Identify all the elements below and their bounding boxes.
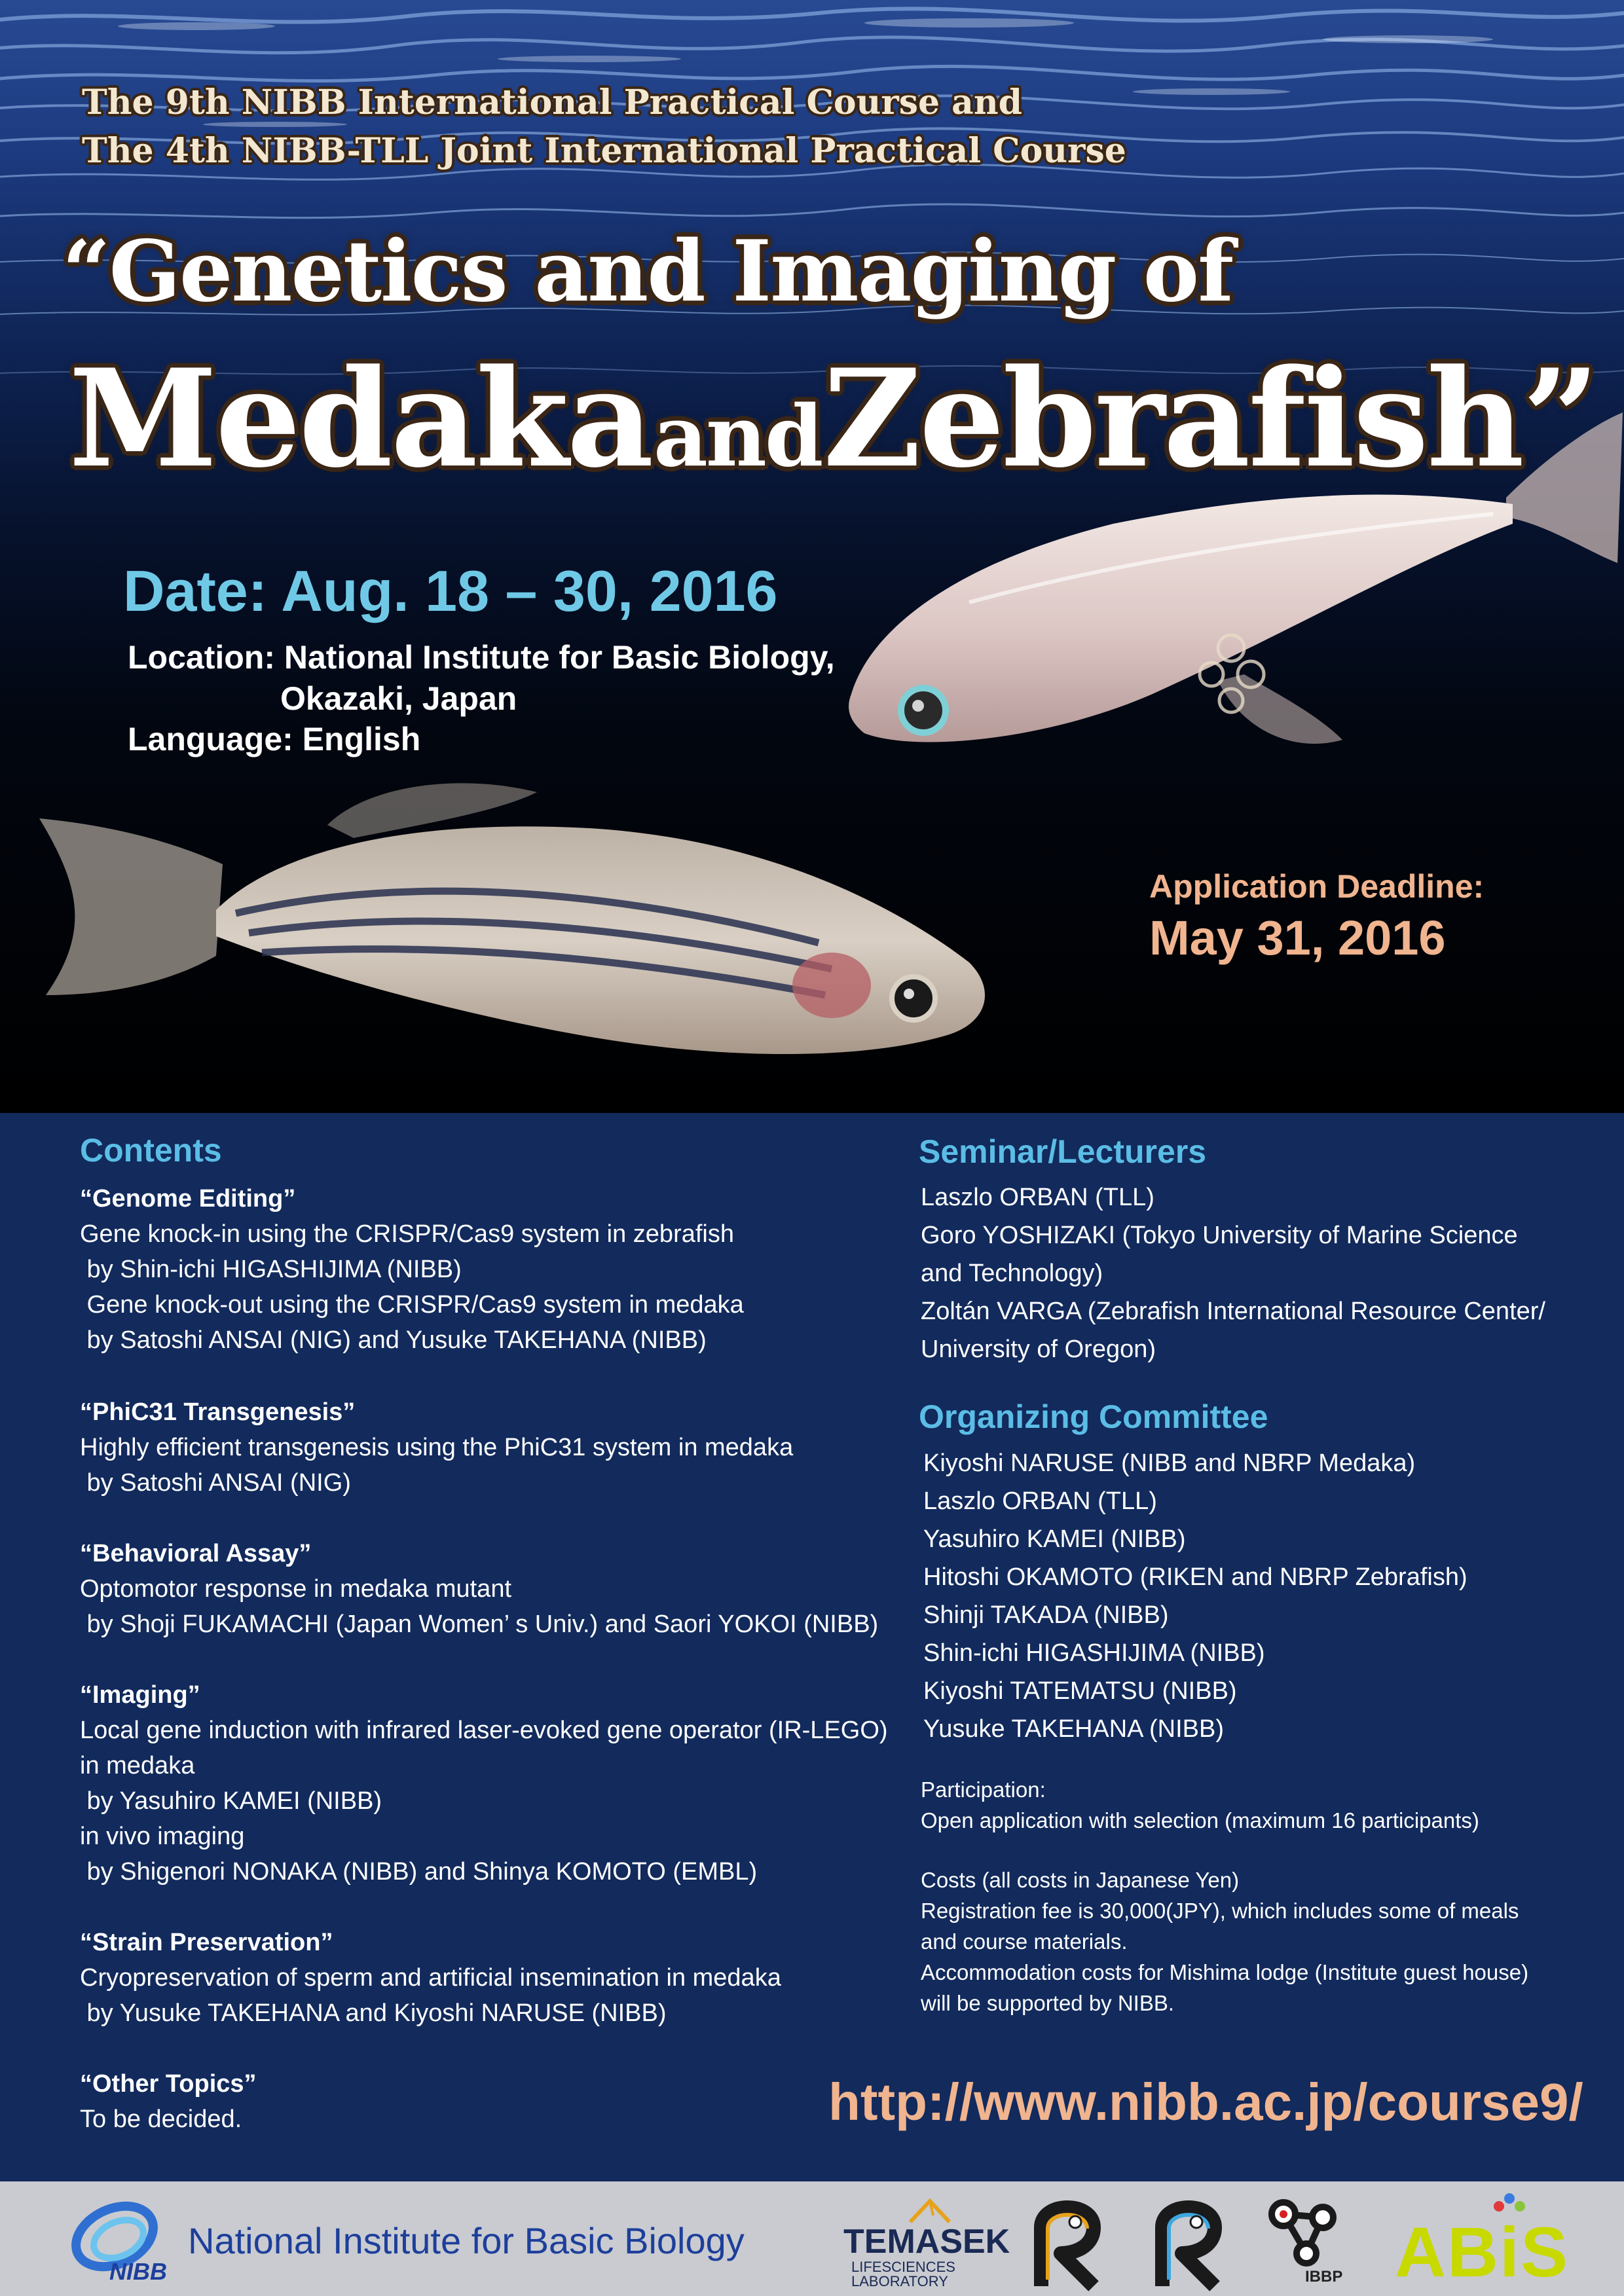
lecturers-list [921,1178,1545,1368]
sponsor-footer [0,2181,1624,2296]
nbrp-medaka-logo-icon [1022,2188,1113,2293]
lecturer-line: Laszlo ORBAN (TLL) [921,1184,1154,1211]
topic-line: Gene knock-out using the CRISPR/Cas9 system in medaka [80,1291,744,1319]
hero-banner [0,0,1624,1113]
committee-member: Hitoshi OKAMOTO (RIKEN and NBRP Zebrafish) [923,1563,1467,1591]
deadline-date: May 31, 2016 [1149,911,1446,965]
committee-member: Yasuhiro KAMEI (NIBB) [923,1525,1186,1553]
topic-line: Highly efficient transgenesis using the PhiC31 system in medaka [80,1434,794,1461]
costs-block [921,1865,1528,2018]
course-title-line-1: The 9th NIBB International Practical Course and [82,82,1023,122]
topic-phic31-transgenesis [80,1394,793,1501]
main-title-line-1: “Genetics and Imaging of [62,223,1233,321]
topic-line: Local gene induction with infrared laser-evoked gene operator (IR-LEGO) [80,1717,888,1744]
topic-strain-preservation [80,1925,781,2031]
lecturer-line: Zoltán VARGA (Zebrafish International Resource Center/ [921,1298,1545,1325]
topic-line: Cryopreservation of sperm and artificial insemination in medaka [80,1964,781,1992]
costs-line: Accommodation costs for Mishima lodge (Institute guest house) [921,1960,1529,1984]
topic-behavioral-assay [80,1536,878,1642]
topic-title: “Other Topics” [80,2070,257,2098]
abis-logo: ABiS [1395,2212,1570,2291]
nibb-logo-icon [62,2196,180,2287]
lecturer-line: and Technology) [921,1260,1103,1287]
contents-heading: Contents [80,1132,222,1169]
lecturer-line: University of Oregon) [921,1336,1156,1363]
temasek-logo-subtitle: LIFESCIENCES [851,2259,955,2275]
nibb-logo-text: NIBB [109,2258,167,2285]
institute-name: National Institute for Basic Biology [188,2220,745,2261]
topic-genome-editing [80,1181,744,1358]
topic-line: To be decided. [80,2105,242,2133]
committee-heading: Organizing Committee [919,1398,1268,1435]
main-title-line-2 [69,340,1598,498]
topic-imaging [80,1677,888,1889]
committee-member: Kiyoshi NARUSE (NIBB and NBRP Medaka) [923,1449,1416,1477]
committee-member: Laszlo ORBAN (TLL) [923,1487,1157,1515]
topic-other-topics [80,2066,257,2137]
participation-text: Open application with selection (maximum 16 participants) [921,1808,1479,1832]
topic-line: in medaka [80,1752,195,1779]
topic-line: by Shigenori NONAKA (NIBB) and Shinya KOMOTO (EMBL) [80,1858,758,1886]
topic-line: in vivo imaging [80,1823,245,1850]
title-and: and [653,388,822,486]
topic-line: by Satoshi ANSAI (NIG) and Yusuke TAKEHANA (NIBB) [80,1326,707,1354]
ibbp-logo-icon [1261,2195,1346,2267]
zebrafish-fish [39,783,985,1054]
committee-member: Yusuke TAKEHANA (NIBB) [923,1715,1224,1743]
info-panel [0,1113,1624,2181]
event-date: Date: Aug. 18 – 30, 2016 [123,558,778,623]
nbrp-zebrafish-logo-icon [1143,2188,1234,2293]
participation-block [921,1774,1479,1836]
topic-title: “Imaging” [80,1681,200,1709]
lecturer-line: Goro YOSHIZAKI (Tokyo University of Marine Science [921,1222,1518,1249]
topic-line: by Yusuke TAKEHANA and Kiyoshi NARUSE (NIBB) [80,1999,667,2027]
topic-line: Optomotor response in medaka mutant [80,1575,512,1603]
committee-member: Shin-ichi HIGASHIJIMA (NIBB) [923,1639,1265,1667]
costs-line: will be supported by NIBB. [921,1991,1175,2015]
temasek-logo-title: TEMASEK [843,2223,1010,2261]
committee-member: Kiyoshi TATEMATSU (NIBB) [923,1677,1237,1705]
committee-member: Shinji TAKADA (NIBB) [923,1601,1169,1629]
lecturers-heading: Seminar/Lecturers [919,1133,1207,1170]
event-location-city: Okazaki, Japan [280,680,517,717]
participation-label: Participation: [921,1777,1046,1802]
topic-line: by Shoji FUKAMACHI (Japan Women’ s Univ.) and Saori YOKOI (NIBB) [80,1611,879,1638]
costs-line: and course materials. [921,1929,1128,1954]
course-title-line-2: The 4th NIBB-TLL Joint International Practical Course [82,131,1126,171]
topic-line: by Satoshi ANSAI (NIG) [80,1469,351,1497]
costs-line: Registration fee is 30,000(JPY), which includes some of meals [921,1899,1519,1923]
title-zebrafish: Zebrafish” [823,340,1598,498]
temasek-logo-subtitle: LABORATORY [851,2273,948,2289]
topic-title: “Behavioral Assay” [80,1540,312,1567]
committee-list [923,1444,1467,1748]
ibbp-logo-label: IBBP [1305,2268,1343,2286]
topic-title: “PhiC31 Transgenesis” [80,1398,356,1426]
topic-line: Gene knock-in using the CRISPR/Cas9 system in zebrafish [80,1220,734,1248]
event-language: Language: English [128,721,421,757]
topic-title: “Strain Preservation” [80,1929,333,1956]
deadline-label: Application Deadline: [1149,868,1485,905]
course-website-link[interactable]: http://www.nibb.ac.jp/course9/ [828,2073,1583,2131]
topic-line: by Shin-ichi HIGASHIJIMA (NIBB) [80,1256,462,1283]
event-location: Location: National Institute for Basic Biology, [128,639,835,676]
title-medaka: Medaka [69,340,652,498]
topic-title: “Genome Editing” [80,1185,296,1212]
costs-line: Costs (all costs in Japanese Yen) [921,1868,1240,1892]
topic-line: by Yasuhiro KAMEI (NIBB) [80,1787,382,1815]
